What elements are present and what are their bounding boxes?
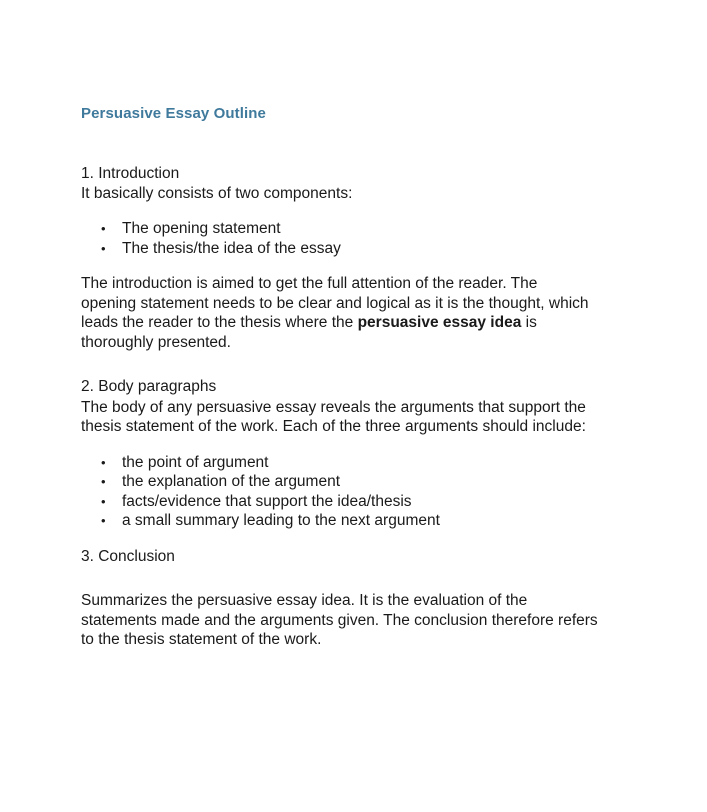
list-item: • the point of argument (81, 453, 641, 473)
paragraph-text: is (521, 314, 537, 331)
paragraph-line: Summarizes the persuasive essay idea. It is the evaluation of the (81, 592, 528, 609)
paragraph-line: to the thesis statement of the work. (81, 631, 322, 648)
paragraph-line: The introduction is aimed to get the full attention of the reader. The (81, 275, 538, 292)
intro-components-list (81, 219, 641, 258)
paragraph-line: thoroughly presented. (81, 333, 231, 351)
list-item: • facts/evidence that support the idea/thesis (81, 492, 641, 512)
intro-lead-text: It basically consists of two components: (81, 184, 353, 202)
body-arguments-list (81, 453, 641, 531)
emphasized-phrase: persuasive essay idea (357, 314, 522, 331)
conclusion-paragraph (81, 591, 641, 650)
list-item: • the explanation of the argument (81, 472, 641, 492)
body-paragraph (81, 398, 641, 437)
section-heading-body: 2. Body paragraphs (81, 378, 217, 395)
paragraph-line: The body of any persuasive essay reveals the arguments that support the (81, 398, 586, 416)
paragraph-line (81, 313, 641, 333)
list-item: • a small summary leading to the next argument (81, 511, 641, 531)
paragraph-line: thesis statement of the work. Each of the three arguments should include: (81, 418, 586, 435)
intro-paragraph (81, 274, 641, 352)
list-item: • The thesis/the idea of the essay (81, 239, 641, 259)
document-title: Persuasive Essay Outline (81, 105, 266, 122)
paragraph-text: leads the reader to the thesis where the (81, 314, 358, 331)
section-heading-introduction: 1. Introduction (81, 165, 180, 182)
paragraph-line: opening statement needs to be clear and logical as it is the thought, which (81, 294, 589, 312)
paragraph-line: statements made and the arguments given. The conclusion therefore refers (81, 611, 598, 629)
document-content (81, 164, 641, 650)
section-heading-conclusion: 3. Conclusion (81, 547, 175, 565)
list-item: • The opening statement (81, 219, 641, 239)
